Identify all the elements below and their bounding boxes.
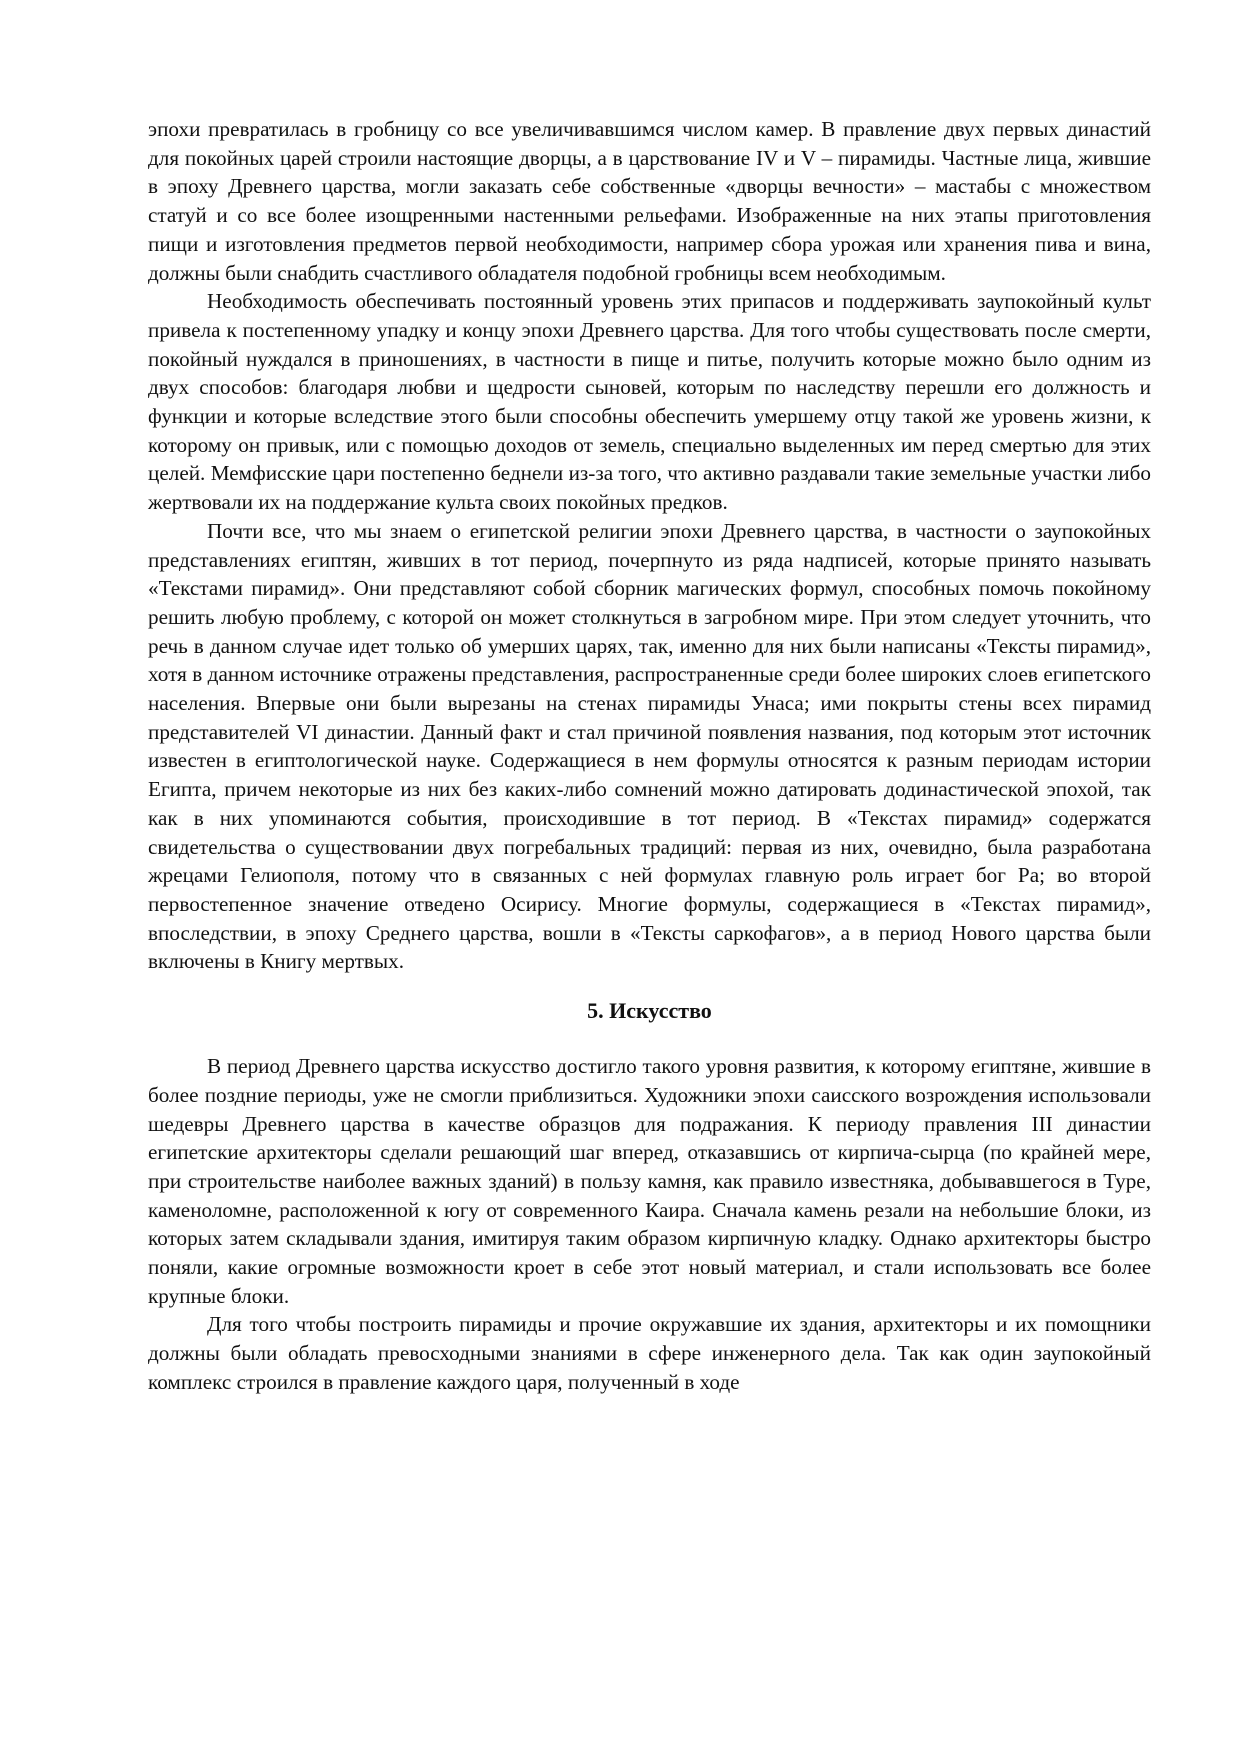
document-page [148, 115, 1151, 1397]
paragraph: Почти все, что мы знаем о египетской религии эпохи Древнего царства, в частности о заупокойных представлениях египтян, живших в тот период, почерпнуто из ряда надписей, которые принято называть «Текстами пирамид». Они представляют собой сборник магических формул, способных помочь покойному решить любую проблему, с которой он может столкнуться в загробном мире. При этом следует уточнить, что речь в данном случае идет только об умерших царях, так, именно для них были написаны «Тексты пирамид», хотя в данном источнике отражены представления, распространенные среди более широких слоев египетского населения. Впервые они были вырезаны на стенах пирамиды Унаса; ими покрыты стены всех пирамид представителей VI династии. Данный факт и стал причиной появления названия, под которым этот источник известен в египтологической науке. Содержащиеся в нем формулы относятся к разным периодам истории Египта, причем некоторые из них без каких-либо сомнений можно датировать додинастической эпохой, так как в них упоминаются события, происходившие в тот период. В «Текстах пирамид» содержатся свидетельства о существовании двух погребальных традиций: первая из них, очевидно, была разработана жрецами Гелиополя, потому что в связанных с ней формулах главную роль играет бог Ра; во второй первостепенное значение отведено Осирису. Многие формулы, содержащиеся в «Текстах пирамид», впоследствии, в эпоху Среднего царства, вошли в «Тексты саркофагов», а в период Нового царства были включены в Книгу мертвых. [148, 518, 1151, 974]
paragraph: эпохи превратилась в гробницу со все увеличивавшимся числом камер. В правление двух первых династий для покойных царей строили настоящие дворцы, а в царствование IV и V – пирамиды. Частные лица, жившие в эпоху Древнего царства, могли заказать себе собственные «дворцы вечности» – мастабы с множеством статуй и со все более изощренными настенными рельефами. Изображенные на них этапы приготовления пищи и изготовления предметов первой необходимости, например сбора урожая или хранения пива и вина, должны были снабдить счастливого обладателя подобной гробницы всем необходимым. [148, 117, 1151, 285]
paragraph: В период Древнего царства искусство достигло такого уровня развития, к которому египтяне, жившие в более поздние периоды, уже не смогли приблизиться. Художники эпохи саисского возрождения использовали шедевры Древнего царства в качестве образцов для подражания. К периоду правления III династии египетские архитекторы сделали решающий шаг вперед, отказавшись от кирпича-сырца (по крайней мере, при строительстве наиболее важных зданий) в пользу камня, как правило известняка, добывавшегося в Туре, каменоломне, расположенной к югу от современного Каира. Сначала камень резали на небольшие блоки, из которых затем складывали здания, имитируя таким образом кирпичную кладку. Однако архитекторы быстро поняли, какие огромные возможности кроет в себе этот новый материал, и стали использовать все более крупные блоки. [148, 1054, 1151, 1308]
section-heading: 5. Искусство [587, 998, 712, 1024]
paragraph: Для того чтобы построить пирамиды и прочие окружавшие их здания, архитекторы и их помощники должны были обладать превосходными знаниями в сфере инженерного дела. Так как один заупокойный комплекс строился в правление каждого царя, полученный в ходе [148, 1312, 1151, 1394]
paragraph: Необходимость обеспечивать постоянный уровень этих припасов и поддерживать заупокойный культ привела к постепенному упадку и концу эпохи Древнего царства. Для того чтобы существовать после смерти, покойный нуждался в приношениях, в частности в пище и питье, получить которые можно было одним из двух способов: благодаря любви и щедрости сыновей, которым по наследству перешли его должность и функции и которые вследствие этого были способны обеспечить умершему отцу такой же уровень жизни, к которому он привык, или с помощью доходов от земель, специально выделенных им перед смертью для этих целей. Мемфисские цари постепенно беднели из-за того, что активно раздавали такие земельные участки либо жертвовали их на поддержание культа своих покойных предков. [148, 289, 1151, 515]
